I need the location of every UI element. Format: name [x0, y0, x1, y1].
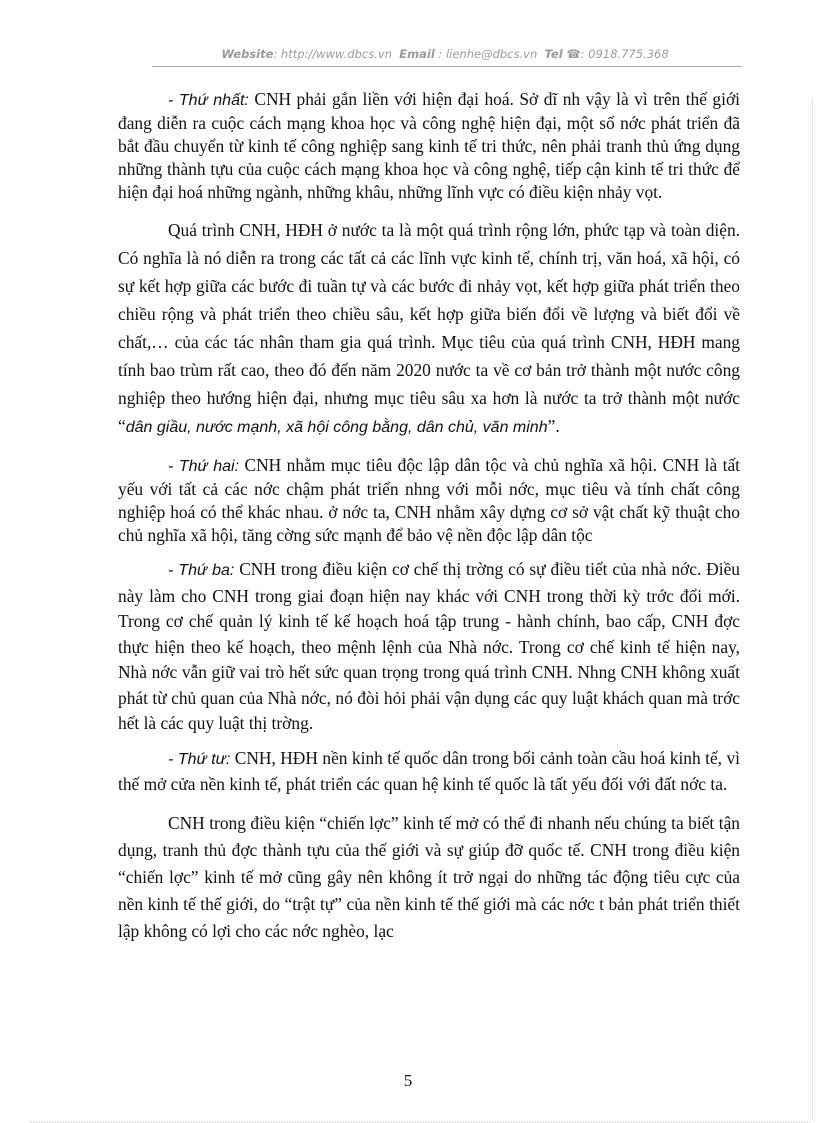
point-label-second: - Thứ hai:: [168, 458, 240, 475]
email-label: Email: [399, 47, 435, 61]
page-number: 5: [403, 1071, 413, 1090]
right-divider: [812, 100, 813, 1120]
paragraph-third-point: [118, 557, 740, 737]
paragraph-end: ”.: [547, 416, 560, 436]
tel-label: Tel: [544, 47, 563, 61]
paragraph-text: CNH nhằm mục tiêu độc lập dân tộc và chủ nghĩa xã hội. CNH là tất yếu với tất cả các nớc chậm phát triển nhng với mỗi nớc, mục tiêu và tính chất công nghiệp hoá có thể khác nhau. ở nớc ta, CNH nhằm xây dựng cơ sở vật chất kỹ thuật cho chủ nghĩa xã hội, tăng cờng sức mạnh để bảo vệ nền độc lập dân tộc: [118, 455, 740, 545]
paragraph-text: CNH trong điều kiện “chiến lợc” kinh tế mở có thể đi nhanh nếu chúng ta biết tận dụng, tranh thủ đợc thành tựu của thế giới và sự giúp đỡ quốc tế. CNH trong điều kiện “chiến lợc” kinh tế mở cũng gây nên không ít trở ngại do những tác động tiêu cực của nền kinh tế thế giới, do “trật tự” của nền kinh tế thế giới mà các nớc t bản phát triển thiết lập không có lợi cho các nớc nghèo, lạc: [118, 812, 740, 941]
paragraph-text: CNH, HĐH nền kinh tế quốc dân trong bối cảnh toàn cầu hoá kinh tế, vì thế mở cửa nền kinh tế, phát triển các quan hệ kinh tế quốc là tất yếu đối với đất nớc ta.: [118, 747, 741, 794]
paragraph-fourth-point: [118, 746, 740, 797]
header-divider: [152, 66, 742, 67]
email-value: : lienhe@dbcs.vn: [438, 47, 538, 61]
tel-value: ☎: 0918.775.368: [566, 47, 669, 61]
paragraph-open-economy: [118, 810, 740, 945]
point-label-third: - Thứ ba:: [168, 562, 235, 579]
body-text: [118, 88, 740, 945]
page-header: [150, 47, 740, 61]
website-label: Website: [221, 47, 274, 61]
paragraph-first-point: [118, 88, 740, 204]
slogan-italic: dân giầu, nước mạnh, xã hội công bằng, dân chủ, văn minh: [125, 419, 548, 436]
paragraph-text: CNH trong điều kiện cơ chế thị trờng có sự điều tiết của nhà nớc. Điều này làm cho CNH trong giai đoạn hiện nay khác với CNH trong thời kỳ trớc đổi mới. Trong cơ chế quản lý kinh tế kế hoạch hoá tập trung - hành chính, bao cấp, CNH đợc thực hiện theo kế hoạch, theo mệnh lệnh của Nhà nớc. Trong cơ chế kinh tế hiện nay, Nhà nớc vẫn giữ vai trò hết sức quan trọng trong quá trình CNH. Nhng CNH không xuất phát từ chủ quan của Nhà nớc, nó đòi hỏi phải vận dụng các quy luật khách quan mà trớc hết là các quy luật thị trờng.: [118, 559, 740, 733]
paragraph-second-point: [118, 454, 740, 547]
point-label-first: - Thứ nhất:: [168, 92, 249, 109]
website-value: : http://www.dbcs.vn: [273, 47, 392, 61]
paragraph-text: CNH phải gắn liền với hiện đại hoá. Sở dĩ nh vậy là vì trên thế giới đang diễn ra cuộc cách mạng khoa học và công nghệ hiện đại, một số nớc phát triển đã bắt đầu chuyển từ kinh tế công nghiệp sang kinh tế tri thức, nên phải tranh thủ ứng dụng những thành tựu của cuộc cách mạng khoa học và công nghệ, tiếp cận kinh tế tri thức để hiện đại hoá những ngành, những khâu, những lĩnh vực có điều kiện nhảy vọt.: [118, 89, 740, 202]
paragraph-process: [118, 216, 740, 442]
paragraph-text: Quá trình CNH, HĐH ở nước ta là một quá trình rộng lớn, phức tạp và toàn diện. Có nghĩa là nó diễn ra trong các tất cả các lĩnh vực kinh tế, chính trị, văn hoá, xã hội, có sự kết hợp giữa các bước đi tuần tự và các bước đi nhảy vọt, kết hợp giữa phát triển theo chiều rộng và phát triển theo chiều sâu, kết hợp giữa biến đổi về lượng và biết đổi về chất,… của các tác nhân tham gia quá trình. Mục tiêu của quá trình CNH, HĐH mang tính bao trùm rất cao, theo đó đến năm 2020 nước ta về cơ bản trở thành một nước công nghiệp theo hướng hiện đại, nhưng mục tiêu sâu xa hơn là nước ta trở thành một nước “: [118, 220, 740, 436]
point-label-fourth: - Thứ tư:: [168, 750, 231, 768]
